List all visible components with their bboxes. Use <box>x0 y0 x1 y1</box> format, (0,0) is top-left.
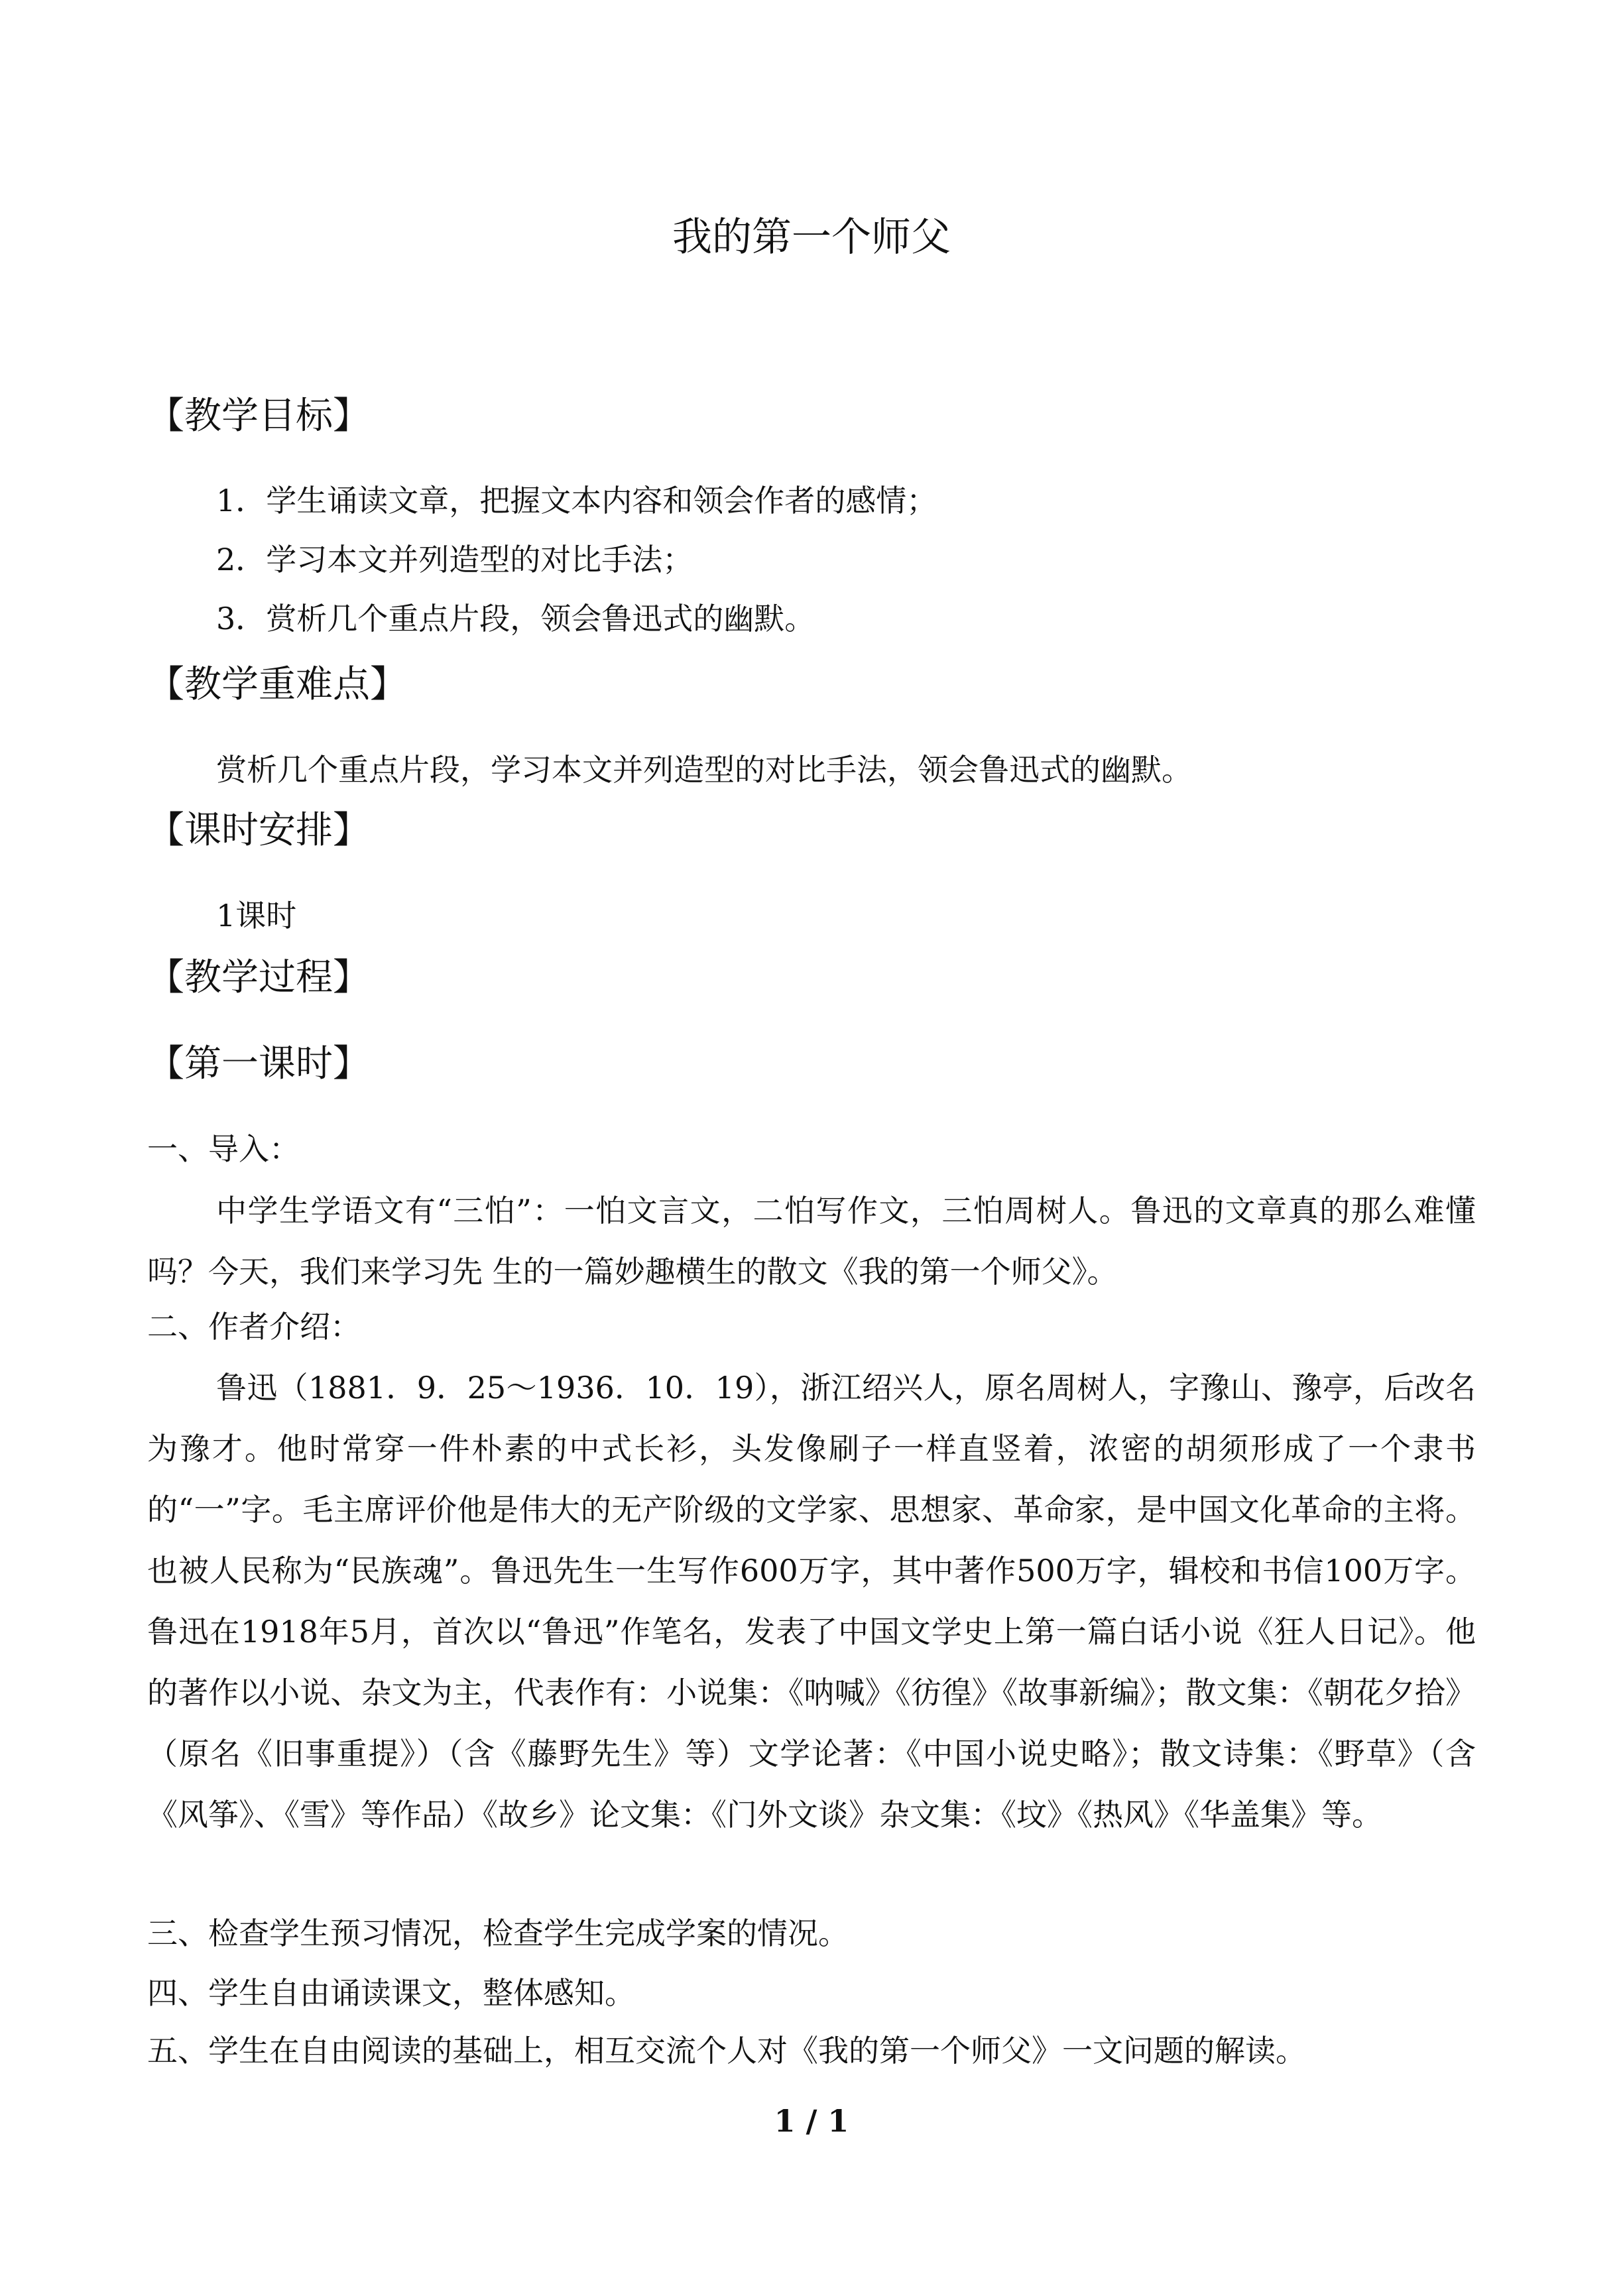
step-1-text: 中学生学语文有“三怕”：一怕文言文，二怕写作文，三怕周树人。鲁迅的文章真的那么难懂吗？今天，我们来学习先 生的一篇妙趣横生的散文《我的第一个师父》。 <box>147 1193 1476 1290</box>
heading-first-lesson: 【第一课时】 <box>147 1042 370 1085</box>
heading-teaching-process: 【教学过程】 <box>147 956 370 999</box>
goal-item-3: 3．赏析几个重点片段，领会鲁迅式的幽默。 <box>216 601 815 636</box>
key-points-text: 赏析几个重点片段，学习本文并列造型的对比手法，领会鲁迅式的幽默。 <box>216 752 1192 788</box>
step-3-text: 三、检查学生预习情况，检查学生完成学案的情况。 <box>147 1915 849 1951</box>
heading-teaching-goals: 【教学目标】 <box>147 394 370 438</box>
heading-schedule: 【课时安排】 <box>147 809 370 852</box>
step-2-text: 鲁迅（1881．9．25～1936．10．19），浙江绍兴人，原名周树人，字豫山、豫亭，后改名为豫才。他时常穿一件朴素的中式长衫，头发像刷子一样直竖着，浓密的胡须形成了一个隶书的“一”字。毛主席评价他是伟大的无产阶级的文学家、思想家、革命家，是中国文化革命的主将。也被人民称为“民族魂”。鲁迅先生一生写作600万字，其中著作500万字，辑校和书信100万字。鲁迅在1918年5月，首次以“鲁迅”作笔名，发表了中国文学史上第一篇白话小说《狂人日记》。他的著作以小说、杂文为主，代表作有：小说集：《呐喊》《彷徨》《故事新编》；散文集：《朝花夕拾》（原名《旧事重提》）（含《藤野先生》等）文学论著：《中国小说史略》；散文诗集：《野草》（含《风筝》、《雪》等作品）《故乡》论文集：《门外文谈》杂文集：《坟》《热风》《华盖集》等。 <box>147 1370 1476 1833</box>
goal-item-2: 2．学习本文并列造型的对比手法； <box>216 542 693 577</box>
step-5-text: 五、学生在自由阅读的基础上，相互交流个人对《我的第一个师父》一文问题的解读。 <box>147 2033 1306 2069</box>
page-title: 我的第一个师父 <box>672 214 951 261</box>
goal-item-1: 1．学生诵读文章，把握文本内容和领会作者的感情； <box>216 483 937 518</box>
step-1-title: 一、导入： <box>147 1131 300 1167</box>
heading-key-points: 【教学重难点】 <box>147 663 407 706</box>
schedule-text: 1课时 <box>216 898 297 934</box>
step-2-title: 二、作者介绍： <box>147 1309 361 1345</box>
step-4-text: 四、学生自由诵读课文，整体感知。 <box>147 1975 635 2011</box>
page-number: 1 / 1 <box>774 2103 849 2139</box>
